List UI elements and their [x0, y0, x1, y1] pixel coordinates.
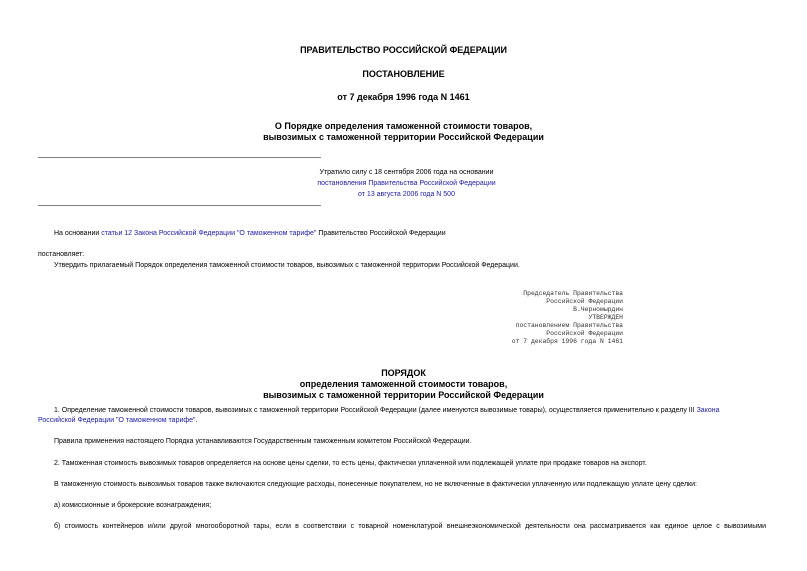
preamble-suffix: Правительство Российской Федерации: [316, 230, 446, 237]
preamble-prefix: На основании: [54, 230, 102, 237]
signature-block: [460, 290, 623, 346]
repeal-act-link-line-1[interactable]: постановления Правительства Российской Федерации: [317, 180, 496, 187]
tariff-law-link-part-2[interactable]: Российской Федерации "О таможенном тарифе": [38, 417, 196, 424]
paragraph-1-end: .: [195, 417, 198, 424]
repeal-act-link-line-2[interactable]: от 13 августа 2006 года N 500: [358, 191, 455, 198]
signature-line-4: УТВЕРЖДЕН: [588, 314, 623, 321]
order-subtitle-1: определения таможенной стоимости товаров,: [299, 379, 508, 389]
order-paragraph-1: [38, 406, 766, 426]
document-type-heading: ПОСТАНОВЛЕНИЕ: [362, 69, 445, 79]
rules-paragraph: Правила применения настоящего Порядка устанавливаются Государственным таможенным комитетом Российской Федерации.: [54, 438, 472, 445]
approve-paragraph: Утвердить прилагаемый Порядок определения таможенной стоимости товаров, вывозимых с таможенной территории Российской Федерации.: [54, 262, 520, 269]
signature-line-5: постановлением Правительства: [515, 322, 623, 329]
preamble-paragraph: [38, 229, 766, 239]
item-a-paragraph: а) комиссионные и брокерские вознаграждения;: [54, 502, 212, 509]
title-line-2: вывозимых с таможенной территории Российской Федерации: [263, 132, 544, 142]
signature-line-6: Российской Федерации: [546, 330, 623, 337]
status-note-text: Утратило силу с 18 сентября 2006 года на основании: [319, 169, 494, 176]
divider-bottom: [38, 205, 321, 206]
order-paragraph-3: В таможенную стоимость вывозимых товаров также включаются следующие расходы, понесенные покупателем, но не включенные в фактически уплаченную или подлежащую уплате цену сделки:: [54, 481, 697, 488]
signature-line-2: Российской Федерации: [546, 298, 623, 305]
order-title: ПОРЯДОК: [381, 368, 426, 378]
signature-line-7: от 7 декабря 1996 года N 1461: [511, 338, 623, 345]
signature-line-3: В.Черномырдин: [573, 306, 623, 313]
order-paragraph-2: 2. Таможенная стоимость вывозимых товаров определяется на основе цены сделки, то есть цены, фактически уплаченной или подлежащей уплате при продаже товаров на экспорт.: [54, 460, 647, 467]
paragraph-1-text: 1. Определение таможенной стоимости товаров, вывозимых с таможенной территории Российской Федерации (далее именуются вывозимые товары), осуществляется применительно к разделу III: [54, 407, 697, 414]
resolves-text: постановляет:: [38, 251, 85, 258]
government-heading: ПРАВИТЕЛЬСТВО РОССИЙСКОЙ ФЕДЕРАЦИИ: [300, 45, 507, 55]
divider-top: [38, 157, 321, 158]
title-line-1: О Порядке определения таможенной стоимости товаров,: [274, 121, 533, 131]
signature-line-1: Председатель Правительства: [523, 290, 623, 297]
item-b-paragraph: б) стоимость контейнеров и/или другой многооборотной тары, если в соответствии с товарной номенклатурой внешнеэкономической деятельности она рассматривается как единое целое с вывозимыми: [54, 523, 766, 530]
date-number-heading: от 7 декабря 1996 года N 1461: [337, 92, 470, 102]
order-subtitle-2: вывозимых с таможенной территории Российской Федерации: [263, 390, 544, 400]
law-article-link[interactable]: статьи 12 Закона Российской Федерации "О таможенном тарифе": [101, 230, 317, 237]
tariff-law-link-part-1[interactable]: Закона: [696, 407, 720, 414]
